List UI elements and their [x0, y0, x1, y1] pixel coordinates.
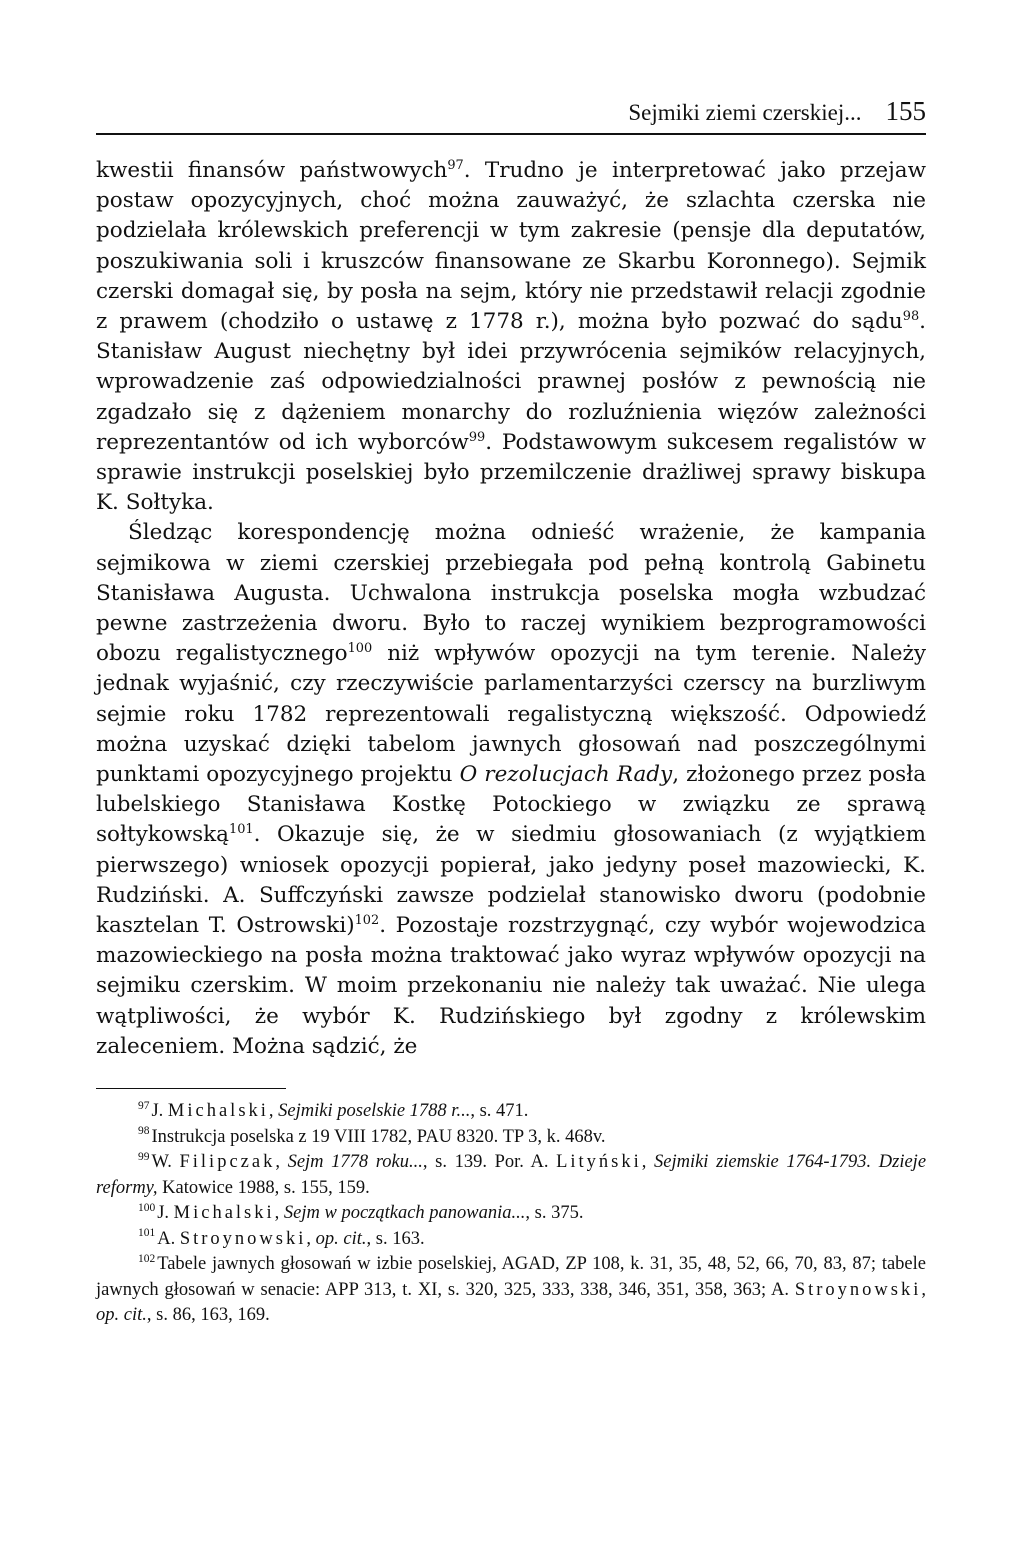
running-title: Sejmiki ziemi czerskiej...	[628, 100, 862, 125]
text-run: , s. 86, 163, 169.	[146, 1305, 270, 1326]
text-run: , s. 471.	[470, 1101, 529, 1122]
footnote	[96, 1150, 926, 1201]
text-run: J.	[151, 1101, 168, 1122]
footnote-number: 98	[138, 1125, 150, 1138]
italic-text: Sejmiki ziemskie 1764-1793. Dzieje reformy,	[96, 1152, 927, 1198]
italic-text: op. cit.	[315, 1228, 367, 1249]
text-run: . Pozostaje rozstrzygnąć, czy wybór wojewodzica mazowieckiego na posła można traktować jako wyraz wpływów opozycji na sejmiku czerskim. W moim przekonaniu nie należy tak uważać. Nie ulega wątpliwości, że wybór K. Rudzińskiego był zgodny z królewskim zaleceniem. Można sądzić, że	[96, 913, 926, 1059]
text-run: . Podstawowym sukcesem regalistów w sprawie instrukcji poselskiej było przemilczenie drażliwej sprawy biskupa K. Sołtyka.	[96, 429, 926, 516]
footnote-number: 97	[138, 1099, 150, 1112]
text-run: Śledząc korespondencję można odnieść wrażenie, że kampania sejmikowa w ziemi czerskiej przebiegała pod pełną kontrolą Gabinetu Stanisława Augusta. Uchwalona instrukcja poselska mogła wzbudzać pewne zastrzeżenia dworu. Było to raczej wynikiem bezprogramowości obozu regalistycznego	[96, 520, 926, 667]
book-page	[96, 96, 926, 1329]
italic-text: O rezolucjach Rady	[459, 762, 673, 788]
italic-text: op. cit.	[96, 1305, 147, 1326]
footnote-reference: 97	[447, 157, 464, 173]
text-run: J.	[157, 1203, 174, 1224]
footnote-reference: 102	[354, 912, 380, 928]
footnote	[96, 1201, 926, 1227]
text-run: A.	[157, 1228, 180, 1249]
text-run: , s. 375.	[525, 1203, 584, 1224]
footnote-reference: 100	[347, 641, 373, 657]
text-run: , złożonego przez posła lubelskiego Stanisława Kostkę Potockiego w związku ze sprawą sołtykowską	[96, 762, 927, 848]
footnotes	[96, 1099, 926, 1329]
author-name: Michalski	[167, 1101, 269, 1122]
text-run: . Trudno je interpretować jako przejaw postaw opozycyjnych, choć można zauważyć, że szlachta czerska nie podzielała królewskich preferencji w tym zakresie (pensje dla deputatów, poszukiwania soli i kruszców finansowane ze Skarbu Koronnego). Sejmik czerski domagał się, by posła na sejm, który nie przedstawił relacji zgodnie z prawem (chodziło o ustawę z 1778 r.), można było pozwać do sądu	[96, 158, 926, 335]
footnote-number: 99	[138, 1150, 150, 1163]
text-run: ,	[641, 1152, 654, 1173]
footnote-reference: 101	[229, 822, 254, 838]
italic-text: Sejm w początkach panowania...	[283, 1203, 526, 1224]
main-text	[96, 156, 926, 1062]
author-name: Stroynowski	[179, 1228, 307, 1249]
text-run: ,	[268, 1101, 279, 1122]
footnote-reference: 99	[468, 429, 486, 445]
text-run: ,	[275, 1152, 288, 1173]
paragraph	[96, 156, 926, 518]
text-run: . Stanisław August niechętny był idei przywrócenia sejmików relacyjnych, wprowadzenie zaś odpowiedzialności prawnej posłów z pewnością nie zgadzało się z dążeniem monarchy do rozluźnienia więzów zależności reprezentantów od ich wyborców	[96, 309, 926, 455]
footnote	[96, 1125, 926, 1151]
text-run: W.	[151, 1152, 180, 1173]
footnote	[96, 1099, 926, 1125]
author-name: Stroynowski	[794, 1279, 922, 1300]
author-name: Filipczak	[179, 1152, 276, 1173]
text-run: Tabele jawnych głosowań w izbie poselskiej, AGAD, ZP 108, k. 31, 35, 48, 52, 66, 70, 83, 87; tabele jawnych głosowań w senacie: APP 313, t. XI, s. 320, 325, 333, 338, 346, 351, 358, 363; A.	[96, 1254, 926, 1300]
footnote-number: 100	[138, 1201, 156, 1214]
text-run: . Okazuje się, że w siedmiu głosowaniach (z wyjątkiem pierwszego) wniosek opozycji popierał, jako jedyny poseł mazowiecki, K. Rudziński. A. Suffczyński zawsze podzielał stanowisko dworu (podobnie kasztelan T. Ostrowski)	[96, 822, 926, 939]
page-number: 155	[885, 96, 926, 126]
footnote-number: 101	[138, 1227, 156, 1240]
footnote-number: 102	[138, 1252, 156, 1265]
paragraph	[96, 518, 926, 1062]
text-run: kwestii finansów państwowych	[96, 158, 448, 183]
text-run: , s. 139. Por. A.	[422, 1152, 557, 1173]
footnote-reference: 98	[902, 308, 920, 324]
text-run: Katowice 1988, s. 155, 159.	[157, 1177, 370, 1198]
text-run: ,	[274, 1203, 284, 1224]
text-run: , s. 163.	[366, 1228, 425, 1249]
author-name: Michalski	[173, 1203, 275, 1224]
text-run: Instrukcja poselska z 19 VIII 1782, PAU 8320. TP 3, k. 468v.	[151, 1126, 606, 1147]
text-run: ,	[306, 1228, 316, 1249]
text-run: niż wpływów opozycji na tym terenie. Należy jednak wyjaśnić, czy rzeczywiście parlamentarzyści czerscy na burzliwym sejmie roku 1782 reprezentowali regalistyczną większość. Odpowiedź można uzyskać dzięki tabelom jawnych głosowań nad poszczególnymi punktami opozycyjnego projektu	[96, 641, 926, 788]
footnote-separator	[96, 1088, 286, 1089]
author-name: Lityński	[556, 1152, 642, 1173]
footnote	[96, 1227, 926, 1253]
running-header	[96, 96, 926, 135]
italic-text: Sejmiki poselskie 1788 r...	[278, 1101, 471, 1122]
text-run: ,	[921, 1279, 926, 1300]
italic-text: Sejm 1778 roku...	[287, 1152, 423, 1173]
footnote	[96, 1252, 926, 1329]
